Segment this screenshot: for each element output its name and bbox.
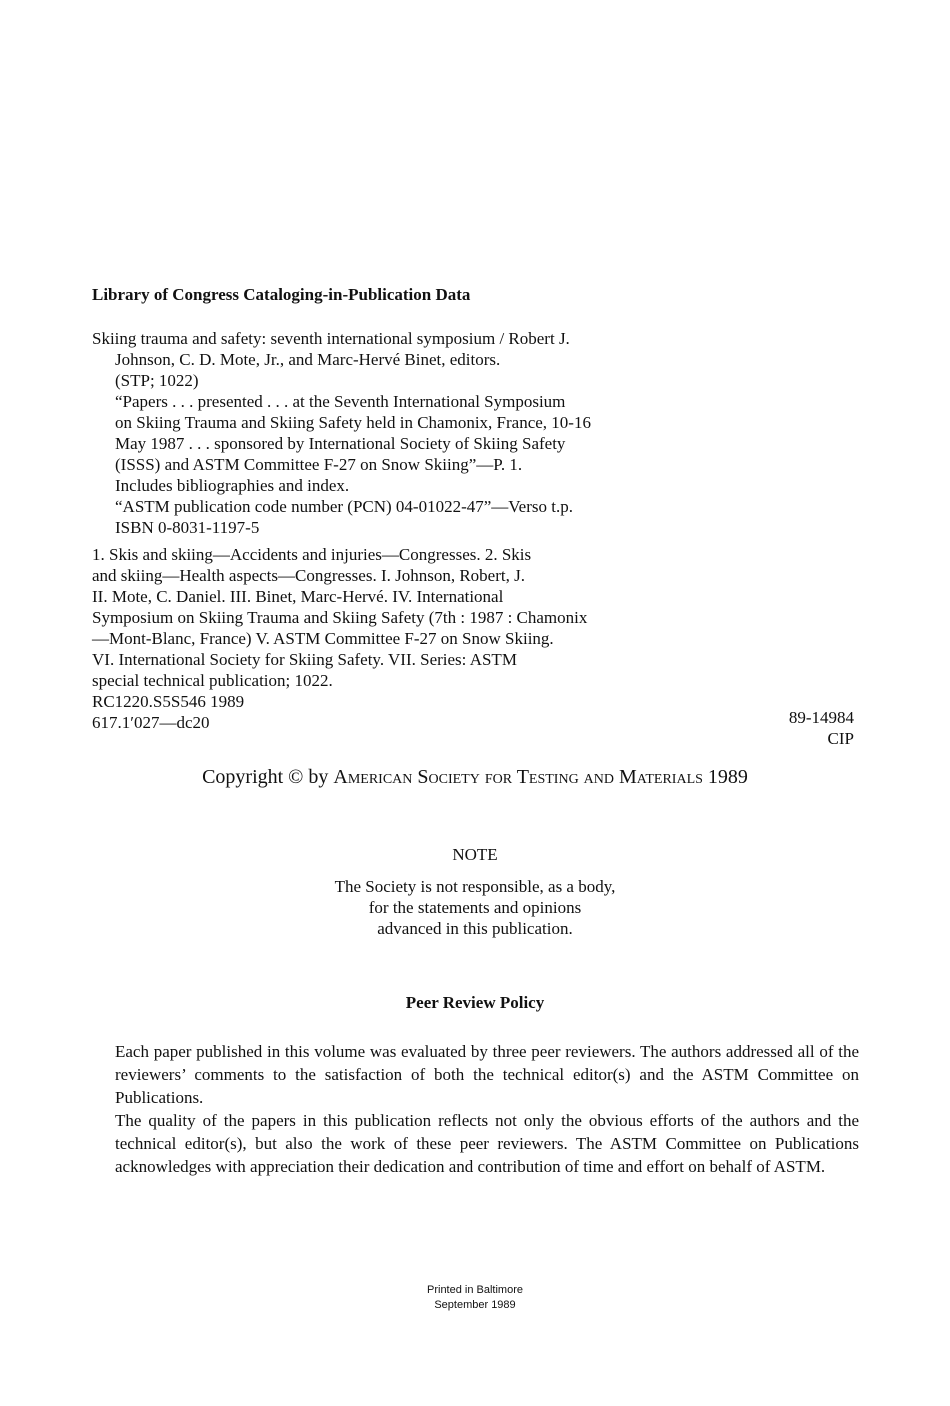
note-line: advanced in this publication. [377,919,573,938]
cip-dewey: 617.1′027—dc20 [92,713,210,732]
note-body [0,876,950,939]
cip-lccn-block [789,707,854,749]
cip-label: CIP [827,729,854,748]
cip-subject-line: —Mont-Blanc, France) V. ASTM Committee F-27 on Snow Skiing. [92,629,554,648]
peer-review-title: Peer Review Policy [405,993,545,1012]
copyright-line [0,766,950,789]
cip-line: on Skiing Trauma and Skiing Safety held in Chamonix, France, 10-16 [115,413,591,432]
cip-subject-line: 1. Skis and skiing—Accidents and injuries—Congresses. 2. Skis [92,545,532,564]
cip-subject-line: and skiing—Health aspects—Congresses. I. Johnson, Robert, J. [92,566,525,585]
printing-info [0,1283,950,1313]
cip-line: (STP; 1022) [115,371,199,390]
note-line: for the statements and opinions [368,898,582,917]
peer-review-paragraph: Each paper published in this volume was evaluated by three peer reviewers. The authors addressed all of the reviewers’ comments to the satisfaction of both the technical editor(s) and the ASTM Committee on Publications. [115,1042,859,1107]
cip-heading: Library of Congress Cataloging-in-Publication Data [92,285,471,304]
cip-line: “ASTM publication code number (PCN) 04-01022-47”—Verso t.p. [115,497,573,516]
note-line: The Society is not responsible, as a body, [334,877,616,896]
peer-review-body [115,1040,859,1178]
cip-line: May 1987 . . . sponsored by International Society of Skiing Safety [115,434,566,453]
cip-subject-line: Symposium on Skiing Trauma and Skiing Safety (7th : 1987 : Chamonix [92,608,588,627]
cip-subject-line: II. Mote, C. Daniel. III. Binet, Marc-Hervé. IV. International [92,587,504,606]
printed-location: Printed in Baltimore [427,1284,523,1296]
cip-subject-line: VI. International Society for Skiing Safety. VII. Series: ASTM [92,650,517,669]
cip-isbn: ISBN 0-8031-1197-5 [115,518,260,537]
cip-subject-line: special technical publication; 1022. [92,671,333,690]
peer-review-paragraph: The quality of the papers in this publication reflects not only the obvious efforts of the authors and the technical editor(s), but also the work of these peer reviewers. The ASTM Committee on Publications acknowledges with appreciation their dedication and contribution of time and effort on behalf of ASTM. [115,1111,859,1176]
cip-call-number: RC1220.S5S546 1989 [92,692,245,711]
cip-title-line: Skiing trauma and safety: seventh international symposium / Robert J. [92,329,570,348]
copyright-prefix: Copyright © by [202,766,329,788]
cip-record [92,328,772,733]
cip-lccn: 89-14984 [788,708,854,727]
cip-line: (ISSS) and ASTM Committee F-27 on Snow Skiing”—P. 1. [115,455,523,474]
note-title: NOTE [452,845,498,864]
printed-date: September 1989 [434,1299,516,1311]
cip-line: Johnson, C. D. Mote, Jr., and Marc-Hervé Binet, editors. [115,350,501,369]
copyright-publisher: American Society for Testing and Materials [333,766,703,788]
cip-line: Includes bibliographies and index. [115,476,350,495]
cip-line: “Papers . . . presented . . . at the Seventh International Symposium [115,392,566,411]
copyright-year: 1989 [707,766,748,788]
